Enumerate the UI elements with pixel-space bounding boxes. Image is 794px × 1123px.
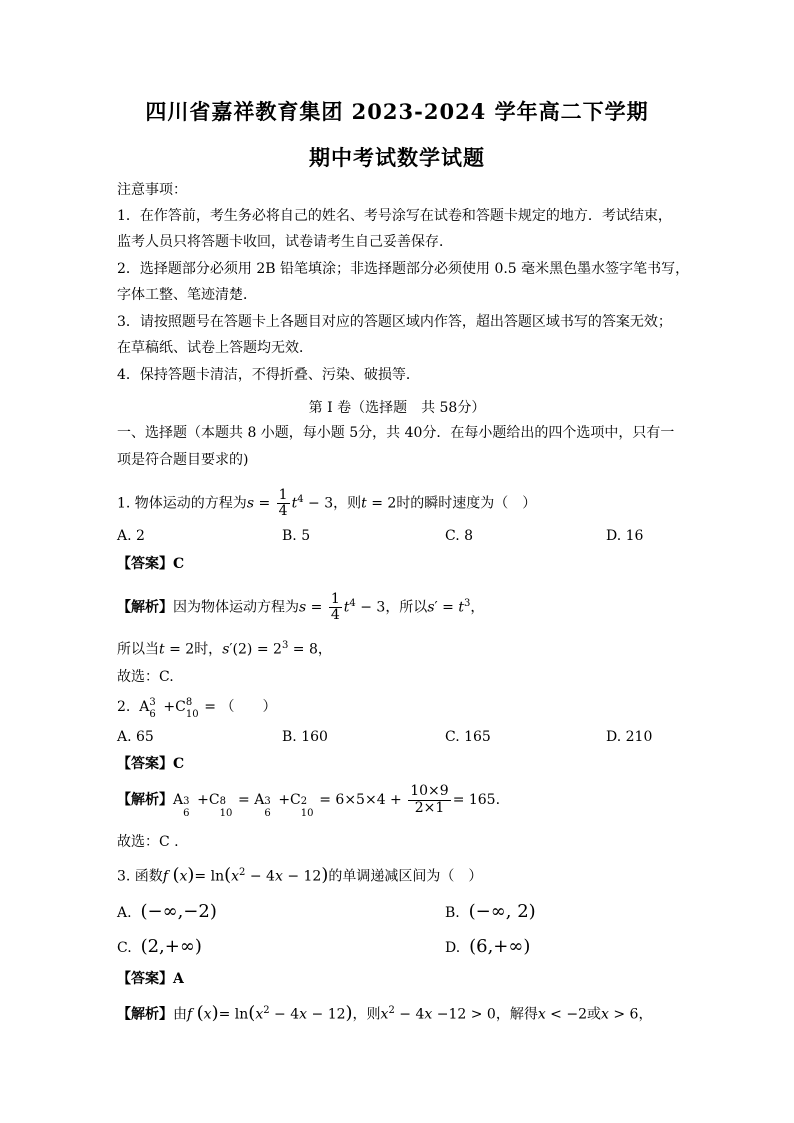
q1-suffix: 时的瞬时速度为（ ） — [396, 495, 537, 512]
q2-suffix: （ ） — [220, 699, 277, 715]
q1-line2-mid: 时， — [194, 641, 223, 658]
q2-option-b: B. 160 — [282, 729, 328, 745]
q1-analysis-label: 【解析】 — [117, 599, 173, 616]
notice-heading: 注意事项： — [117, 182, 187, 198]
q1-analysis-text2: ，所以 — [385, 599, 428, 616]
q1-middle: ，则 — [333, 495, 362, 512]
q2-conclusion: 故选：C . — [117, 834, 179, 850]
q3-suffix: 的单调递减区间为（ ） — [328, 868, 483, 885]
q1-option-d: D. 16 — [606, 528, 644, 544]
q2-prefix: 2. — [117, 699, 131, 715]
q3-analysis: 【解析】由f $(x)= \ln(x^2 - 4x - 12)$，则$x^2 - 4x -12 > 0$，解得x < −2或x > 6， — [117, 1002, 653, 1024]
q3-option-a-value: (−∞,−2) — [140, 901, 217, 922]
q3-analysis-label: 【解析】 — [117, 1006, 173, 1023]
q1-option-c: C. 8 — [445, 528, 474, 544]
notice-line-1: 1．在作答前，考生务必将自己的姓名、考号涂写在试卷和答题卡规定的地方．考试结束， — [117, 208, 672, 224]
q1-analysis: 【解析】因为物体运动方程为s = $\frac{1}{4}$ $t^4 - 3$，所以$s' = t^3$， — [117, 590, 485, 624]
notice-line-3: 2．选择题部分必须用 2B 铅笔填涂；非选择题部分必须使用 0.5 毫米黑色墨水签字笔书写， — [117, 261, 690, 277]
q3-answer: 【答案】A — [117, 971, 184, 987]
notice-line-7: 4．保持答题卡清洁，不得折叠、污染、破损等． — [117, 367, 420, 383]
q1-option-a: A. 2 — [117, 528, 145, 544]
q3-prefix: 3. 函数 — [117, 868, 163, 885]
q3-option-c-value: (2,+∞) — [140, 936, 202, 957]
q1-line2-prefix: 所以当 — [117, 641, 159, 658]
q2-option-a: A. 65 — [117, 729, 154, 745]
title-line-2: 期中考试数学试题 — [309, 145, 485, 170]
question-3: 3. 函数f $(x)= \ln(x^2 - 4x - 12)$的单调递减区间为（ ） — [117, 864, 483, 886]
q2-option-d: D. 210 — [606, 729, 653, 745]
q2-result: = 165. — [452, 792, 501, 808]
q3-option-c: C. (2,+∞) — [117, 936, 202, 957]
q1-analysis-text: 因为物体运动方程为 — [173, 599, 299, 616]
notice-line-2: 监考人员只将答题卡收回，试卷请考生自己妥善保存． — [117, 234, 453, 250]
question-2: 2. A 3 6 +C 8 10 = （ ） — [117, 697, 277, 720]
q3-option-a: A. (−∞,−2) — [117, 901, 217, 922]
q2-option-c: C. 165 — [445, 729, 491, 745]
q3-option-d-value: (6,+∞) — [469, 936, 531, 957]
notice-line-4: 字体工整、笔迹清楚． — [117, 287, 257, 303]
q1-option-b: B. 5 — [282, 528, 311, 544]
q3-option-d: D. (6,+∞) — [445, 936, 531, 957]
q2-analysis-label: 【解析】 — [117, 792, 173, 808]
q2-analysis: 【解析】A 3 6 +C 8 10 = A 3 6 +C 2 10 = 6×5×4 + $\frac{10\times 9}{2\times 1}$ = 165. — [117, 783, 501, 819]
q1-fraction: $\frac{1}{4}$ — [278, 486, 288, 520]
q1-prefix: 1. 物体运动的方程为 — [117, 495, 247, 512]
part-intro-line-2: 项是符合题目要求的) — [117, 452, 249, 468]
q1-conclusion: 故选：C. — [117, 669, 174, 685]
notice-line-5: 3．请按照题号在答题卡上各题目对应的答题区域内作答，超出答题区域书写的答案无效； — [117, 314, 672, 330]
q3-option-b-value: (−∞, 2) — [468, 901, 536, 922]
title-line-1: 四川省嘉祥教育集团 2023-2024 学年高二下学期 — [145, 99, 649, 124]
q2-answer: 【答案】C — [117, 756, 185, 772]
section-title: 第 I 卷（选择题 共 58分） — [308, 400, 486, 416]
question-1: 1. 物体运动的方程为s = $\frac{1}{4}$ $t^4 - 3$，则t = 2时的瞬时速度为（ ） — [117, 486, 537, 520]
notice-line-6: 在草稿纸、试卷上答题均无效． — [117, 340, 313, 356]
q1-analysis-line-2: 所以当t = 2时，$s'(2) = 2^3 = 8$， — [117, 640, 332, 658]
q3-option-b: B. (−∞, 2) — [445, 901, 536, 922]
q1-answer: 【答案】C — [117, 556, 185, 572]
part-intro-line-1: 一、选择题（本题共 8 小题，每小题 5分，共 40分．在每小题给出的四个选项中，只有一 — [117, 425, 675, 441]
